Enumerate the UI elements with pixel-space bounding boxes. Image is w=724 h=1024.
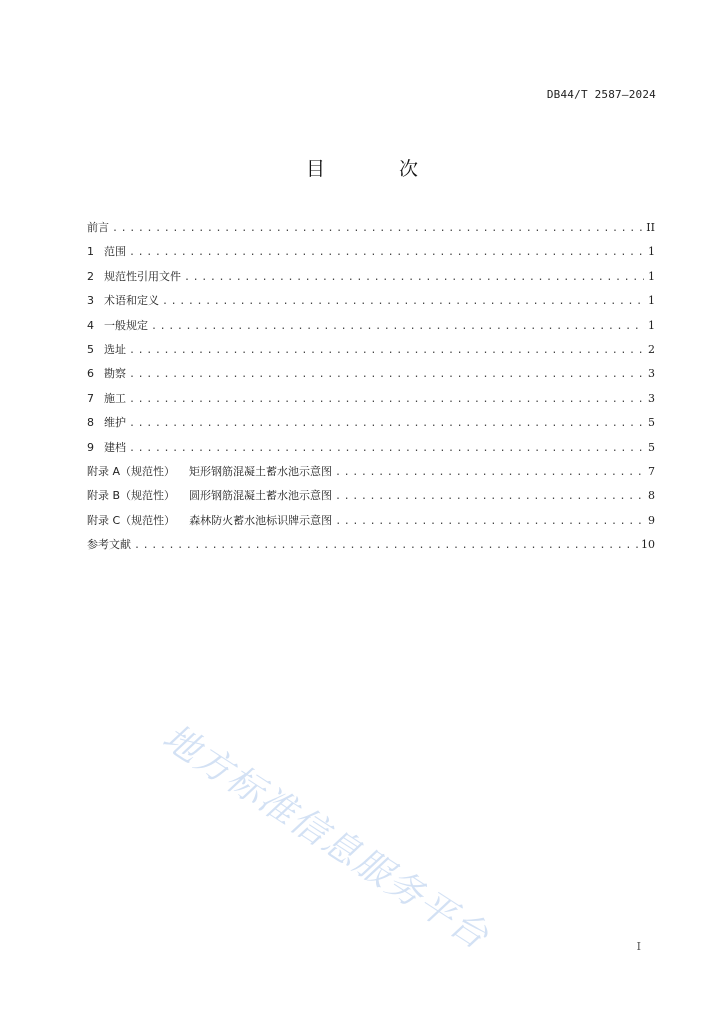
toc-entry-label: 选址: [104, 342, 126, 356]
toc-annex-label: 附录 A（规范性）: [87, 464, 176, 478]
toc-entry-label: 前言: [87, 221, 109, 234]
toc-entry-page: 9: [648, 513, 655, 527]
toc-entry-page: 8: [648, 489, 655, 503]
toc-entry-label: 规范性引用文件: [104, 269, 181, 283]
toc-annex-title: 圆形钢筋混凝土蓄水池示意图: [189, 489, 333, 503]
toc-annex-label: 附录 C（规范性）: [87, 513, 176, 527]
toc-leader-dots: [335, 488, 644, 506]
toc-entry-page: 1: [648, 269, 655, 283]
toc-entry-survey[interactable]: [87, 365, 655, 389]
toc-entry-bibliography[interactable]: [87, 536, 655, 560]
toc-entry-label: 施工: [104, 391, 126, 405]
toc-entry-foreword[interactable]: [87, 219, 655, 243]
toc-entry-page: 5: [648, 416, 655, 430]
toc-entry-page: 1: [648, 294, 655, 308]
toc-entry-archiving[interactable]: [87, 439, 655, 463]
toc-entry-number: 1: [87, 245, 94, 259]
toc-entry-page: 7: [648, 464, 655, 478]
toc-entry-number: 7: [87, 391, 94, 405]
toc-entry-normative-references[interactable]: [87, 268, 655, 292]
toc-leader-dots: [129, 415, 644, 433]
toc-leader-dots: [162, 293, 644, 311]
toc-entry-page: 5: [648, 440, 655, 454]
toc-entry-number: 4: [87, 318, 94, 332]
toc-entry-page: 1: [648, 318, 655, 332]
toc-entry-page: 1: [648, 245, 655, 259]
toc-leader-dots: [134, 537, 638, 555]
watermark-text: 地方标准信息服务平台: [155, 716, 497, 959]
toc-entry-page: II: [646, 221, 655, 234]
toc-title: 目 次: [305, 158, 453, 180]
toc-entry-number: 5: [87, 342, 94, 356]
toc-entry-number: 6: [87, 367, 94, 381]
toc-entry-site-selection[interactable]: [87, 341, 655, 365]
toc-leader-dots: [335, 464, 644, 482]
toc-annex-title: 森林防火蓄水池标识牌示意图: [189, 513, 333, 527]
document-code: DB44/T 2587—2024: [546, 88, 656, 101]
page-number: I: [636, 940, 641, 953]
toc-leader-dots: [129, 244, 644, 262]
table-of-contents: [87, 219, 655, 560]
toc-entry-scope[interactable]: [87, 243, 655, 267]
toc-entry-terms-definitions[interactable]: [87, 292, 655, 316]
toc-leader-dots: [129, 391, 644, 409]
toc-entry-label: 维护: [104, 416, 126, 430]
toc-entry-label: 勘察: [104, 367, 126, 381]
toc-annex-title: 矩形钢筋混凝土蓄水池示意图: [189, 464, 333, 478]
toc-annex-label: 附录 B（规范性）: [87, 489, 176, 503]
toc-entry-construction[interactable]: [87, 390, 655, 414]
toc-leader-dots: [184, 269, 644, 287]
toc-entry-label: 术语和定义: [104, 294, 159, 308]
toc-entry-number: 9: [87, 440, 94, 454]
toc-entry-label: 参考文献: [87, 538, 131, 552]
toc-entry-number: 2: [87, 269, 94, 283]
toc-entry-page: 3: [648, 391, 655, 405]
toc-entry-general-provisions[interactable]: [87, 317, 655, 341]
toc-leader-dots: [129, 440, 644, 458]
toc-entry-page: 10: [641, 538, 655, 552]
toc-entry-annex-b[interactable]: [87, 487, 655, 511]
toc-leader-dots: [112, 220, 643, 238]
toc-entry-annex-c[interactable]: [87, 512, 655, 536]
toc-entry-maintenance[interactable]: [87, 414, 655, 438]
toc-entry-page: 2: [648, 342, 655, 356]
toc-entry-annex-a[interactable]: [87, 463, 655, 487]
toc-leader-dots: [129, 342, 644, 360]
toc-entry-number: 3: [87, 294, 94, 308]
toc-entry-page: 3: [648, 367, 655, 381]
toc-leader-dots: [151, 318, 644, 336]
toc-entry-number: 8: [87, 416, 94, 430]
toc-leader-dots: [335, 513, 644, 531]
toc-entry-label: 建档: [104, 440, 126, 454]
toc-leader-dots: [129, 366, 644, 384]
toc-entry-label: 一般规定: [104, 318, 148, 332]
toc-entry-label: 范围: [104, 245, 126, 259]
